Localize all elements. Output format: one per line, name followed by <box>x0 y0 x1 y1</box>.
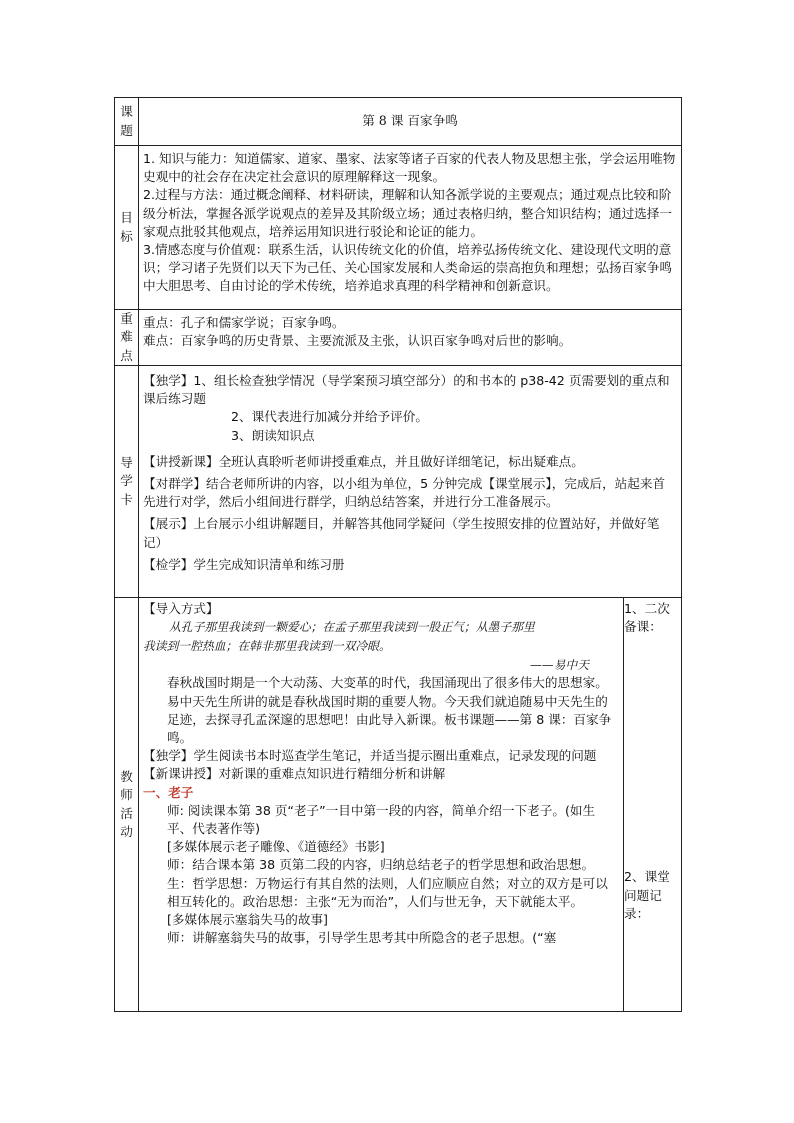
media-line-2: [多媒体展示塞翁失马的故事] <box>167 912 328 928</box>
goals-row <box>115 146 682 310</box>
goals-content <box>139 146 682 310</box>
activity-label: 教师活动 <box>120 769 133 839</box>
teacher-line-2: 师：结合课本第 38 页第二段的内容，归纳总结老子的哲学思想和政治思想。 <box>167 857 595 873</box>
section-laozi-heading: 一、老子 <box>143 784 194 800</box>
guide-show: 【展示】上台展示小组讲解题目，并解答其他同学疑问（学生按照安排的位置站好，并做好笔记） <box>143 516 660 550</box>
student-line-1: 生：哲学思想：万物运行有其自然的法则，人们应顺应自然；对立的双方是可以相互转化的。政治思想：主张“无为而治”，人们与世无争，天下就能太平。 <box>167 875 608 909</box>
guide-selfstudy-2: 2、课代表进行加减分并给予评价。 <box>231 409 428 425</box>
goals-label: 目标 <box>120 210 133 244</box>
intro-quote-signature: ——易中天 <box>530 658 589 673</box>
goals-label-cell <box>115 146 139 310</box>
guide-selfstudy: 【独学】1、组长检查独学情况（导学案预习填空部分）的和书本的 p38-42 页需要划的重点和课后练习题 <box>143 373 670 407</box>
keypoints-label: 重难点 <box>120 311 133 363</box>
guide-check: 【检学】学生完成知识清单和练习册 <box>143 556 345 572</box>
intro-heading: 【导入方式】 <box>143 601 219 616</box>
lesson-title: 第 8 课 百家争鸣 <box>139 98 682 146</box>
side-note-questions: 2、课堂问题记录： <box>624 869 670 921</box>
goal-knowledge: 1. 知识与能力：知道儒家、道家、墨家、法家等诸子百家的代表人物及思想主张，学会运用唯物史观中的社会存在决定社会意识的原理解释这一现象。 <box>143 151 676 185</box>
keypoints-label-cell <box>115 310 139 366</box>
goal-attitude: 3.情感态度与价值观：联系生活，认识传统文化的价值，培养弘扬传统文化、建设现代文明的意识；学习诸子先贤们以天下为己任、关心国家发展和人类命运的崇高抱负和理想；弘扬百家争鸣中大胆思考、自由讨论的学术传统，培养追求真理的科学精神和创新意识。 <box>143 242 672 294</box>
side-note-spacer <box>624 636 681 868</box>
keypoints-row <box>115 310 682 366</box>
key-point: 重点：孔子和儒家学说；百家争鸣。 <box>143 315 345 330</box>
lesson-plan-table <box>114 97 682 1012</box>
goal-process: 2.过程与方法：通过概念阐释、材料研读，理解和认知各派学说的主要观点；通过观点比较和阶级分析法，掌握各派学说观点的差异及其阶级立场；通过表格归纳，整合知识结构；通过选择一家观点批驳其他观点，培养运用知识进行驳论和论证的能力。 <box>143 187 672 239</box>
intro-text: 春秋战国时期是一个大动荡、大变革的时代，我国涌现出了很多伟大的思想家。易中天先生所讲的就是春秋战国时期的重要人物。今天我们就追随易中天先生的足迹，去探寻孔孟深邃的思想吧！由此导入新课。板书课题——第 8 课：百家争鸣。 <box>167 675 612 746</box>
activity-selfstudy: 【独学】学生阅读书本时巡查学生笔记，并适当提示圈出重难点，记录发现的问题 <box>143 748 597 764</box>
activity-newlesson: 【新课讲授】对新课的重难点知识进行精细分析和讲解 <box>143 766 446 782</box>
title-label-cell <box>115 98 139 146</box>
activity-row <box>115 598 682 1012</box>
teacher-line-3: 师：讲解塞翁失马的故事，引导学生思考其中所隐含的老子思想。(“塞 <box>167 930 557 946</box>
side-notes-cell <box>624 598 682 1012</box>
guide-pair: 【对群学】结合老师所讲的内容，以小组为单位，5 分钟完成【课堂展示】，完成后，站起来首先进行对学，然后小组间进行群学，归纳总结答案，并进行分工准备展示。 <box>143 476 666 510</box>
guide-label-cell <box>115 366 139 598</box>
title-row <box>115 98 682 146</box>
guide-selfstudy-3: 3、朗读知识点 <box>231 427 315 443</box>
guide-teach: 【讲授新课】全班认真聆听老师讲授重难点，并且做好详细笔记，标出疑难点。 <box>143 453 584 469</box>
activity-content <box>139 598 624 1012</box>
side-note-prep: 1、二次备课： <box>624 601 670 635</box>
intro-quote-line-2: 我读到一腔热血；在韩非那里我读到一双冷眼。 <box>143 639 391 654</box>
title-label: 课题 <box>120 104 133 138</box>
media-line-1: [多媒体展示老子雕像、《道德经》书影] <box>167 839 385 855</box>
teacher-line-1: 师: 阅读课本第 38 页“老子”一目中第一段的内容，简单介绍一下老子。(如生平、代表著作等) <box>167 802 596 837</box>
keypoints-content <box>139 310 682 366</box>
guide-content <box>139 366 682 598</box>
intro-quote-line-1: 从孔子那里我读到一颗爱心；在孟子那里我读到一股正气；从墨子那里 <box>169 620 535 635</box>
difficult-point: 难点：百家争鸣的历史背景、主要流派及主张，认识百家争鸣对后世的影响。 <box>143 333 572 349</box>
activity-label-cell <box>115 598 139 1012</box>
guide-row <box>115 366 682 598</box>
guide-label: 导学卡 <box>120 455 133 507</box>
